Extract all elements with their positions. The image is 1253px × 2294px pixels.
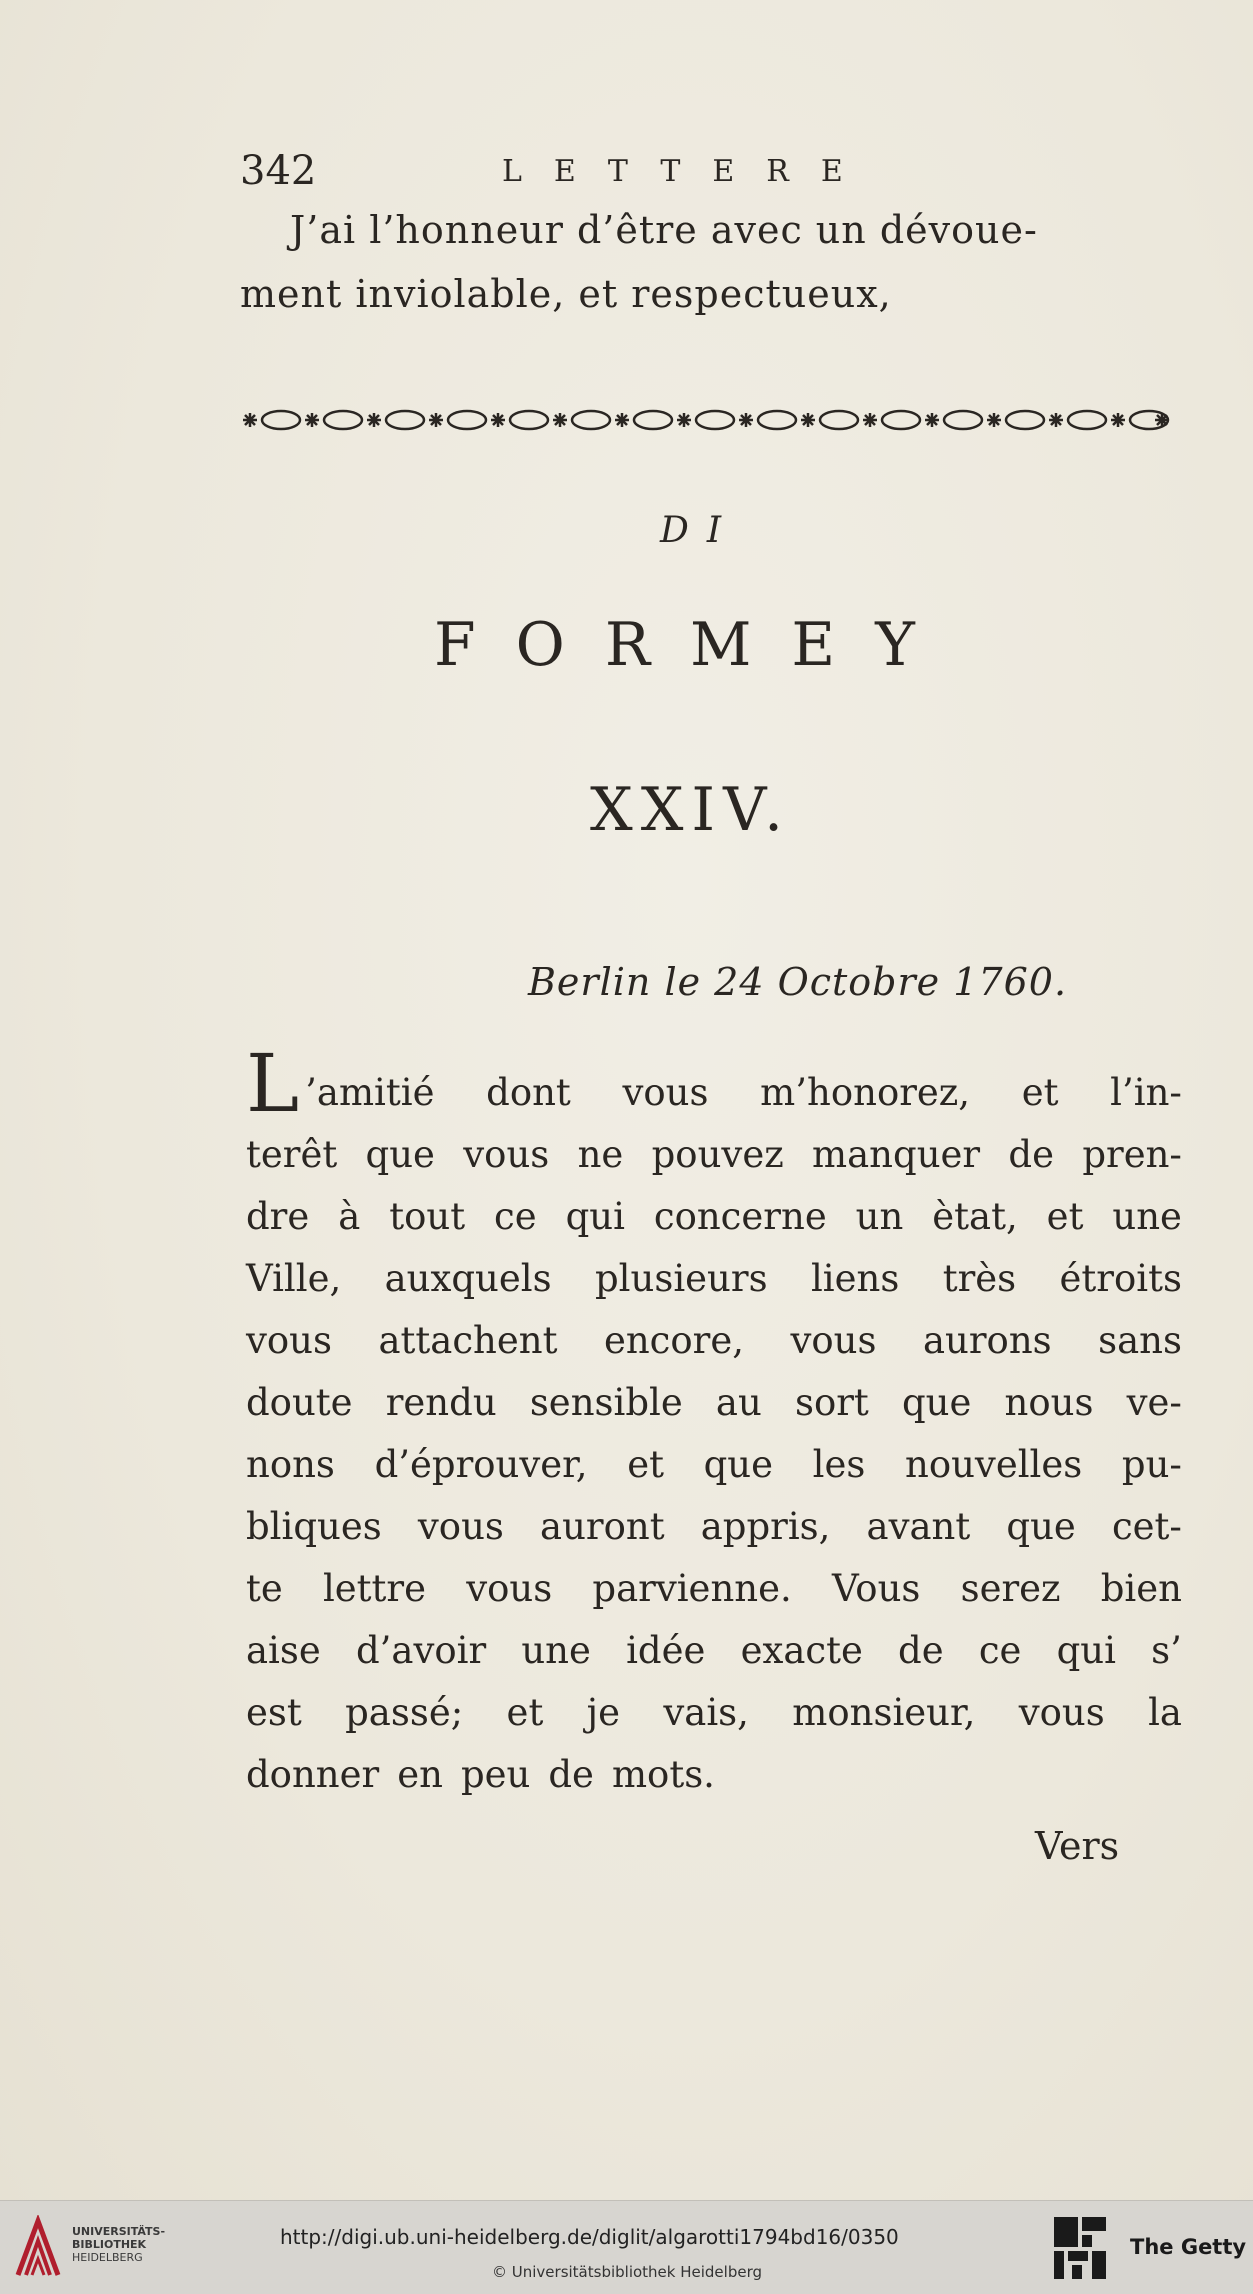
- word: auront: [540, 1505, 665, 1548]
- word: une: [1112, 1195, 1182, 1238]
- ornament-link: [386, 411, 424, 429]
- word: peu: [460, 1753, 531, 1796]
- text-line: [246, 1682, 1182, 1744]
- word: Ville,: [246, 1257, 342, 1300]
- word: sensible: [529, 1381, 683, 1424]
- viewer-footer: [0, 2200, 1253, 2294]
- ornament-star: [863, 413, 877, 427]
- word: vous: [1018, 1691, 1105, 1734]
- partner-name: The Getty: [1130, 2235, 1247, 2259]
- word: parvienne.: [592, 1567, 792, 1610]
- word: exacte: [740, 1629, 863, 1672]
- word: tout: [389, 1195, 466, 1238]
- word: nouvelles: [904, 1443, 1083, 1486]
- word: donner: [246, 1753, 380, 1796]
- word: ce: [978, 1629, 1022, 1672]
- text-line: [246, 1744, 1182, 1806]
- word: au: [715, 1381, 762, 1424]
- word: de: [548, 1753, 594, 1796]
- word: sort: [794, 1381, 869, 1424]
- word: et: [627, 1443, 664, 1486]
- word: étroits: [1059, 1257, 1182, 1300]
- word: ce: [494, 1195, 537, 1238]
- ornament-link: [882, 411, 920, 429]
- word: est: [246, 1691, 302, 1734]
- word: que: [901, 1381, 972, 1424]
- word: une: [521, 1629, 591, 1672]
- ub-heidelberg-logo-icon: [14, 2215, 62, 2281]
- word: d’éprouver,: [374, 1443, 588, 1486]
- word: m’honorez,: [760, 1071, 971, 1114]
- word: vous: [466, 1567, 553, 1610]
- ornamental-rule-icon: [240, 400, 1170, 440]
- ornament-star: [987, 413, 1001, 427]
- letter-number: XXIV.: [590, 775, 792, 845]
- word: manquer: [812, 1133, 981, 1176]
- word: très: [942, 1257, 1017, 1300]
- copyright-notice: © Universitätsbibliothek Heidelberg: [492, 2263, 763, 2281]
- word: ’amitié: [305, 1071, 435, 1114]
- word: la: [1148, 1691, 1182, 1734]
- word: dont: [486, 1071, 571, 1114]
- word: aise: [246, 1629, 321, 1672]
- text-line: [246, 1186, 1182, 1248]
- library-name: UNIVERSITÄTS- BIBLIOTHEK HEIDELBERG: [72, 2225, 166, 2264]
- page-number: 342: [240, 148, 317, 194]
- text-line: [246, 1124, 1182, 1186]
- word: pu-: [1121, 1443, 1182, 1486]
- word: passé;: [345, 1691, 464, 1734]
- ornament-link: [572, 411, 610, 429]
- word: pouvez: [651, 1133, 784, 1176]
- word: les: [812, 1443, 866, 1486]
- word: avant: [866, 1505, 971, 1548]
- word: s’: [1151, 1629, 1182, 1672]
- word: monsieur,: [792, 1691, 976, 1734]
- word: vous: [246, 1319, 332, 1362]
- first-word: [246, 1037, 435, 1130]
- word: aurons: [922, 1319, 1052, 1362]
- word: te: [246, 1567, 283, 1610]
- letter-body: [246, 1037, 1182, 1806]
- word: plusieurs: [594, 1257, 768, 1300]
- ornament-star: [1111, 413, 1125, 427]
- word: qui: [565, 1195, 625, 1238]
- word: d’avoir: [355, 1629, 487, 1672]
- word: dre: [246, 1195, 310, 1238]
- word: sans: [1098, 1319, 1182, 1362]
- ornament-star: [739, 413, 753, 427]
- word: rendu: [385, 1381, 497, 1424]
- word: vais,: [663, 1691, 749, 1734]
- ornament-link: [448, 411, 486, 429]
- ornament-star: [553, 413, 567, 427]
- word: auxquels: [384, 1257, 552, 1300]
- ornament-link: [820, 411, 858, 429]
- word: que: [365, 1133, 435, 1176]
- text-line: [246, 1620, 1182, 1682]
- ornament-link: [510, 411, 548, 429]
- page-header: [240, 148, 1180, 198]
- opening-line-2: ment inviolable, et respectueux,: [240, 272, 892, 316]
- ornament-star: [677, 413, 691, 427]
- word: appris,: [700, 1505, 831, 1548]
- word: mots.: [611, 1753, 715, 1796]
- text-line: [246, 1434, 1182, 1496]
- opening-line-1: J’ai l’honneur d’être avec un dévoue-: [290, 208, 1038, 252]
- word: à: [338, 1195, 361, 1238]
- word: idée: [626, 1629, 706, 1672]
- drop-cap: L: [246, 1037, 300, 1130]
- word: et: [506, 1691, 544, 1734]
- ornament-star: [243, 413, 257, 427]
- ornament-star: [491, 413, 505, 427]
- ornament-link: [324, 411, 362, 429]
- word: nous: [1004, 1381, 1094, 1424]
- word: lettre: [322, 1567, 427, 1610]
- ornament-star: [925, 413, 939, 427]
- word: liens: [810, 1257, 900, 1300]
- ornament-star: [1155, 413, 1169, 427]
- text-line: [246, 1558, 1182, 1620]
- letter-heading-di: DI: [660, 510, 740, 551]
- word: nons: [246, 1443, 335, 1486]
- word: pren-: [1082, 1133, 1182, 1176]
- word: que: [703, 1443, 774, 1486]
- ornament-star: [305, 413, 319, 427]
- letter-heading-author: FORMEY: [434, 610, 955, 680]
- word: ve-: [1126, 1381, 1182, 1424]
- word: que: [1006, 1505, 1076, 1548]
- ornament-star: [801, 413, 815, 427]
- ornament-star: [615, 413, 629, 427]
- word: vous: [463, 1133, 550, 1176]
- word: encore,: [603, 1319, 745, 1362]
- text-line: [246, 1248, 1182, 1310]
- word: et: [1046, 1195, 1084, 1238]
- word: attachent: [378, 1319, 558, 1362]
- word: l’in-: [1110, 1071, 1182, 1114]
- ornament-link: [634, 411, 672, 429]
- getty-logo-icon: [1052, 2215, 1108, 2281]
- ornament-link: [1006, 411, 1044, 429]
- word: et: [1021, 1071, 1059, 1114]
- word: je: [586, 1691, 621, 1734]
- text-line: [246, 1037, 1182, 1130]
- word: qui: [1056, 1629, 1116, 1672]
- word: ètat,: [932, 1195, 1018, 1238]
- word: cet-: [1111, 1505, 1182, 1548]
- permalink-url[interactable]: http://digi.ub.uni-heidelberg.de/diglit/algarotti1794bd16/0350: [280, 2225, 899, 2249]
- text-line: [246, 1496, 1182, 1558]
- word: vous: [790, 1319, 877, 1362]
- word: de: [1008, 1133, 1055, 1176]
- word: concerne: [653, 1195, 827, 1238]
- ornament-link: [696, 411, 734, 429]
- word: terêt: [246, 1133, 338, 1176]
- word: Vous: [831, 1567, 921, 1610]
- catchword: Vers: [1035, 1824, 1120, 1868]
- dateline: Berlin le 24 Octobre 1760.: [528, 960, 1068, 1004]
- word: un: [855, 1195, 904, 1238]
- ornament-link: [944, 411, 982, 429]
- word: vous: [622, 1071, 709, 1114]
- word: vous: [417, 1505, 504, 1548]
- word: ne: [577, 1133, 624, 1176]
- word: en: [397, 1753, 443, 1796]
- ornament-star: [1049, 413, 1063, 427]
- word: doute: [246, 1381, 353, 1424]
- ornament-link: [1068, 411, 1106, 429]
- word: bien: [1100, 1567, 1182, 1610]
- text-line: [246, 1310, 1182, 1372]
- ornament-star: [429, 413, 443, 427]
- ornament-link: [758, 411, 796, 429]
- word: de: [898, 1629, 944, 1672]
- ornament-star: [367, 413, 381, 427]
- ornament-link: [262, 411, 300, 429]
- running-title: LETTERE: [502, 154, 875, 189]
- word: bliques: [246, 1505, 382, 1548]
- text-line: [246, 1372, 1182, 1434]
- word: serez: [960, 1567, 1061, 1610]
